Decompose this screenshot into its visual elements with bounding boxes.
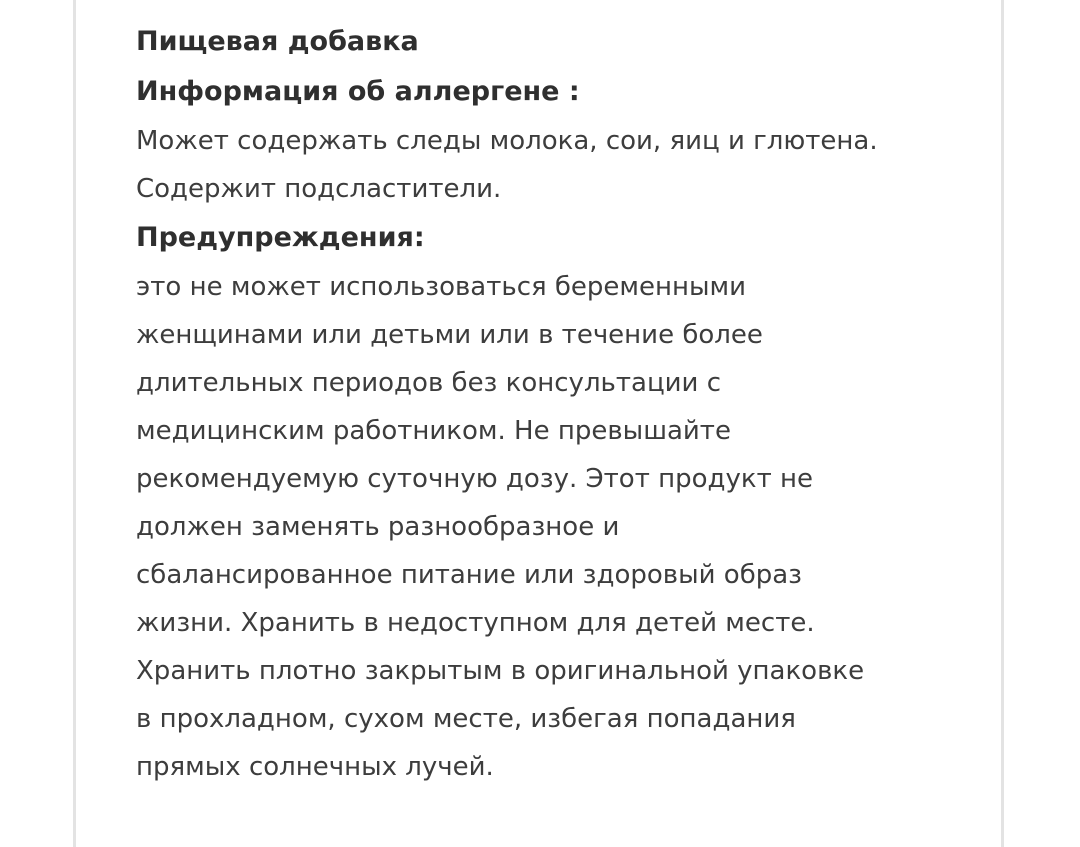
product-info-content: [136, 17, 956, 791]
allergen-heading: Информация об аллергене :: [136, 76, 580, 107]
warnings-line: Хранить плотно закрытым в оригинальной упаковке: [136, 656, 865, 686]
warnings-line: медицинским работником. Не превышайте: [136, 416, 731, 446]
warnings-line: должен заменять разнообразное и: [136, 512, 620, 542]
warnings-line: в прохладном, сухом месте, избегая попадания: [136, 704, 796, 734]
allergen-text: [136, 117, 956, 213]
allergen-line: Содержит подсластители.: [136, 174, 502, 204]
warnings-line: длительных периодов без консультации с: [136, 368, 722, 398]
warnings-line: это не может использоваться беременными: [136, 272, 747, 302]
supplement-title: Пищевая добавка: [136, 26, 419, 57]
warnings-line: женщинами или детьми или в течение более: [136, 320, 763, 350]
warnings-text: [136, 263, 956, 791]
warnings-line: сбалансированное питание или здоровый образ: [136, 560, 802, 590]
warnings-line: рекомендуемую суточную дозу. Этот продукт не: [136, 464, 813, 494]
allergen-line: Может содержать следы молока, сои, яиц и глютена.: [136, 126, 878, 156]
warnings-heading: Предупреждения:: [136, 222, 425, 253]
warnings-line: жизни. Хранить в недоступном для детей месте.: [136, 608, 815, 638]
warnings-line: прямых солнечных лучей.: [136, 752, 494, 782]
